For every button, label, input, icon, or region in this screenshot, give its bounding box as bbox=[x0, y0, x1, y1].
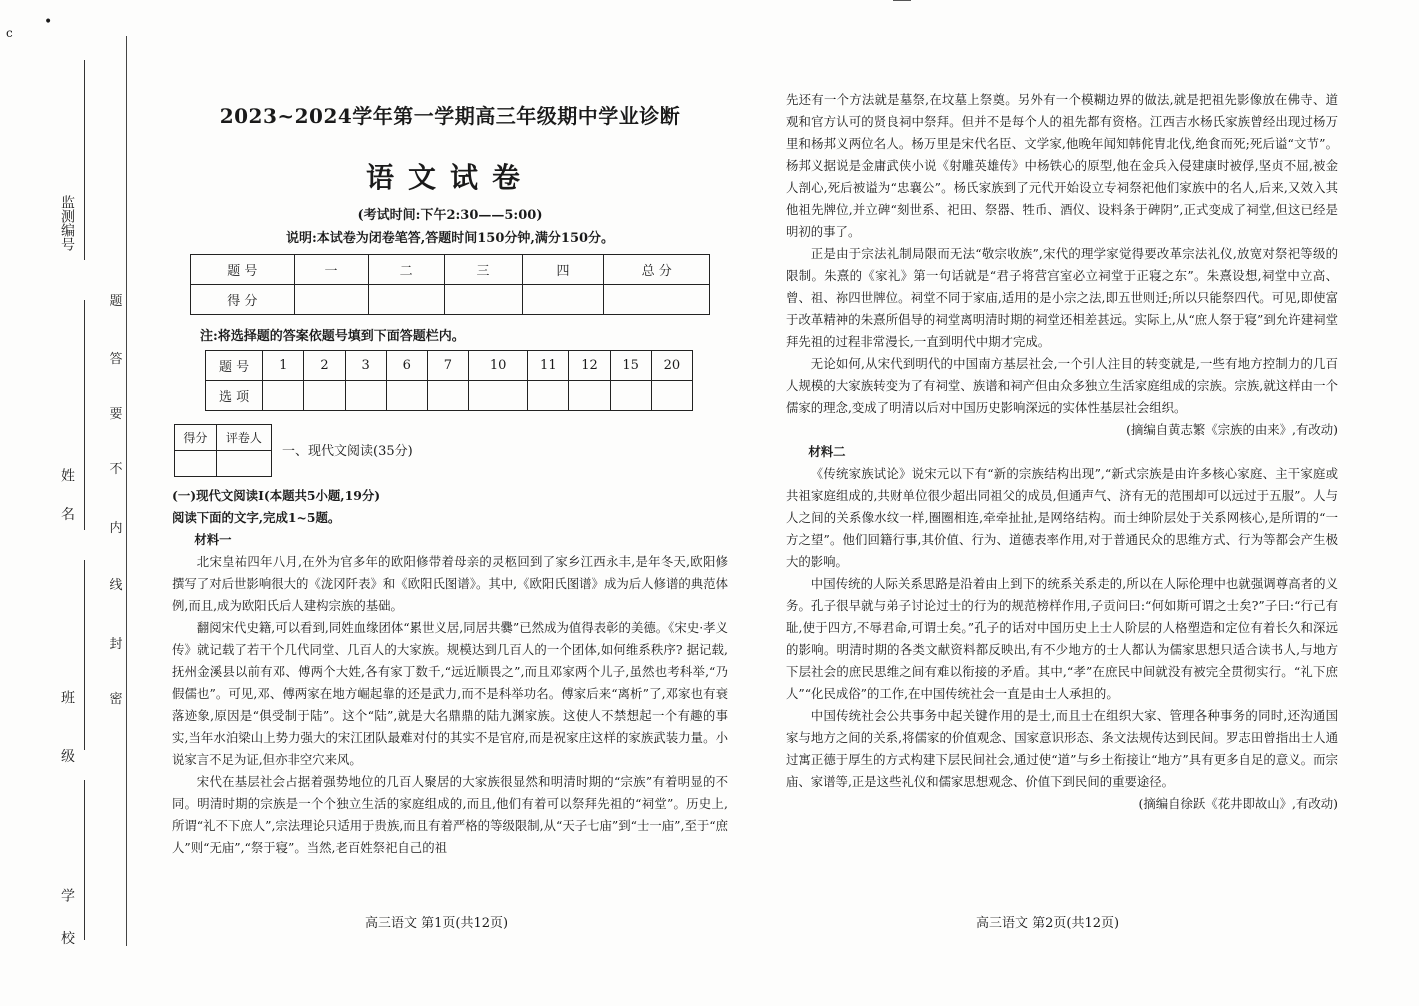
answer-header-cell: 12 bbox=[569, 351, 610, 381]
left-column-text bbox=[172, 485, 728, 859]
school-line bbox=[84, 780, 85, 940]
class-label: 班 级 bbox=[59, 690, 75, 783]
answer-header-cell: 7 bbox=[427, 351, 468, 381]
paragraph: 宋代在基层社会占据着强势地位的几百人聚居的大家族很显然和明清时期的“宗族”有着明显的不同。明清时期的宗族是一个个独立生活的家庭组成的,而且,他们有着可以祭拜先祖的“祠堂”。历史上,所谓“礼不下庶人”,宗法理论只适用于贵族,而且有着严格的等级限制,从“天子七庙”到“士一庙”,至于“庶人”则“无庙”,“祭于寝”。当然,老百姓祭祀自己的祖 bbox=[172, 774, 728, 855]
grader-table bbox=[174, 424, 272, 477]
answer-header-cell: 20 bbox=[651, 351, 692, 381]
score-cell[interactable] bbox=[368, 285, 444, 315]
answer-table bbox=[205, 350, 693, 411]
score-header-cell: 三 bbox=[444, 255, 522, 285]
answer-cell[interactable] bbox=[386, 381, 427, 411]
paragraph: 中国传统社会公共事务中起关键作用的是士,而且士在组织大家、管理各种事务的同时,还沟通国家与地方之间的关系,将儒家的价值观念、国家意识形态、条文法规传达到民间。罗志田曾指出士人通过寓正德于厚生的方式构建下层民间社会,通过使“道”与乡土衔接让“地方”具有更多自足的意义。而宗庙、家谱等,正是这些礼仪和儒家思想观念、价值下到民间的重要途径。 bbox=[786, 708, 1338, 789]
name-label: 姓 名 bbox=[59, 468, 75, 531]
material-heading: 材料二 bbox=[808, 444, 846, 459]
exam-note: 说明:本试卷为闭卷笔答,答题时间150分钟,满分150分。 bbox=[285, 231, 615, 246]
paragraph: 《传统家族试论》说宋元以下有“新的宗族结构出现”,“新式宗族是由许多核心家庭、主干家庭或共祖家庭组成的,共财单位很少超出同祖父的成员,但通声气、济有无的范围却可以远过于五服”。人与人之间的关系像水纹一样,圈圈相连,牵牵扯扯,是网络结构。而士绅阶层处于关系网核心,是所谓的“一方之望”。他们回籍行事,其价值、行为、道德表率作用,对于普通民众的思维方式、行为等都会产生极大的影响。 bbox=[786, 466, 1338, 569]
score-header-cell: 四 bbox=[522, 255, 604, 285]
paragraph: 中国传统的人际关系思路是沿着由上到下的统系关系走的,所以在人际伦理中也就强调尊高者的义务。孔子很早就与弟子讨论过士的行为的规范榜样作用,子贡问曰:“何如斯可谓之士矣?”子曰:“行己有耻,使于四方,不辱君命,可谓士矣。”孔子的话对中国历史上士人阶层的人格塑造和定位有着长久和深远的影响。明清时期的各类文献资料都反映出,有不少地方的士人都认为儒家思想只适合读书人,与地方下层社会的庶民思维之间有难以衔接的矛盾。其中,“孝”在庶民中间就没有被完全贯彻实行。“礼下庶人”“化民成俗”的工作,在中国传统社会一直是由士人承担的。 bbox=[786, 576, 1338, 701]
answer-header-cell: 1 bbox=[263, 351, 304, 381]
paragraph: 无论如何,从宋代到明代的中国南方基层社会,一个引人注目的转变就是,一些有地方控制力的几百人规模的大家族转变为了有祠堂、族谱和祠产但由众多独立生活家庭组成的宗族。宗族,就这样由一个儒家的理念,变成了明清以后对中国历史影响深远的实体性基层社会组织。 bbox=[786, 356, 1338, 415]
seal-char: 题 bbox=[109, 294, 123, 309]
score-row-label: 得 分 bbox=[191, 285, 295, 315]
paragraph: 翻阅宋代史籍,可以看到,同姓血缘团体“累世义居,同居共爨”已然成为值得表彰的美德。《宋史·孝义传》就记载了若干个几代同堂、几百人的大家族。规模达到几百人的一个团体,如何维系秩序? 据记载,抚州金溪县以前有邓、傅两个大姓,各有家丁数千,“远近顺畏之”,而且邓家两个儿子,虽然也考科举,“乃假儒也”。可见,邓、傅两家在地方崛起靠的还是武力,而不是科举功名。傅家后来“离析”了,邓家也有衰落迹象,原因是“俱受制于陆”。这个“陆”,就是大名鼎鼎的陆九渊家族。这使人不禁想起一个有趣的事实,当年水泊梁山上势力强大的宋江团队最难对付的其实不是官府,而是祝家庄这样的家族武装力量。小说家言不足为证,但亦非空穴来风。 bbox=[172, 620, 728, 767]
score-table bbox=[190, 254, 710, 315]
footer-left: 高三语文 第1页(共12页) bbox=[365, 916, 509, 931]
grader-name-label: 评卷人 bbox=[216, 425, 271, 451]
answer-note: 注:将选择题的答案依题号填到下面答题栏内。 bbox=[200, 329, 465, 344]
seal-char: 内 bbox=[109, 521, 123, 536]
answer-header-cell: 3 bbox=[345, 351, 386, 381]
school-label: 学 校 bbox=[59, 888, 75, 957]
dot-mark: • bbox=[44, 14, 53, 30]
seal-char: 密 bbox=[109, 692, 123, 707]
answer-header-cell: 11 bbox=[528, 351, 569, 381]
answer-cell[interactable] bbox=[528, 381, 569, 411]
score-header-cell: 二 bbox=[368, 255, 444, 285]
answer-cell[interactable] bbox=[610, 381, 651, 411]
seal-char: 答 bbox=[109, 352, 123, 367]
exam-time: (考试时间:下午2:30——5:00) bbox=[357, 208, 543, 223]
footer-right: 高三语文 第2页(共12页) bbox=[976, 916, 1120, 931]
grader-score-cell[interactable] bbox=[175, 451, 217, 477]
answer-row-label: 选 项 bbox=[206, 381, 263, 411]
class-line bbox=[84, 560, 85, 750]
score-header-cell: 题 号 bbox=[191, 255, 295, 285]
grader-score-label: 得分 bbox=[175, 425, 217, 451]
corner-mark: c bbox=[6, 26, 13, 40]
paragraph: 北宋皇祐四年八月,在外为官多年的欧阳修带着母亲的灵柩回到了家乡江西永丰,是年冬天,欧阳修撰写了对后世影响很大的《泷冈阡表》和《欧阳氏图谱》。其中,《欧阳氏图谱》成为后人修谱的典范体例,而且,成为欧阳氏后人建构宗族的基础。 bbox=[172, 554, 728, 613]
score-cell[interactable] bbox=[522, 285, 604, 315]
answer-header-cell: 15 bbox=[610, 351, 651, 381]
paragraph: 正是由于宗法礼制局限而无法“敬宗收族”,宋代的理学家觉得要改革宗法礼仪,放宽对祭祀等级的限制。朱熹的《家礼》第一句话就是“君子将营宫室必立祠堂于正寝之东”。朱熹设想,祠堂中立高、曾、祖、祢四世牌位。祠堂不同于家庙,适用的是小宗之法,即五世则迁;所以只能祭四代。可见,即使富于改革精神的朱熹所倡导的祠堂离明清时期的祠堂还相差甚远。实际上,从“庶人祭于寝”到允许建祠堂拜先祖的过程非常漫长,一直到明代中期才完成。 bbox=[786, 246, 1338, 349]
answer-cell[interactable] bbox=[304, 381, 345, 411]
seal-char: 封 bbox=[109, 637, 123, 652]
seal-char: 线 bbox=[109, 578, 123, 593]
answer-cell[interactable] bbox=[569, 381, 610, 411]
answer-header-cell: 10 bbox=[469, 351, 528, 381]
grader-name-cell[interactable] bbox=[216, 451, 271, 477]
subsection-heading: (一)现代文阅读Ⅰ(本题共5小题,19分) bbox=[172, 488, 381, 503]
answer-cell[interactable] bbox=[651, 381, 692, 411]
right-column-text bbox=[786, 89, 1338, 815]
answer-header-cell: 题 号 bbox=[206, 351, 263, 381]
answer-cell[interactable] bbox=[427, 381, 468, 411]
binding-line bbox=[126, 36, 127, 946]
score-cell[interactable] bbox=[604, 285, 710, 315]
score-cell[interactable] bbox=[294, 285, 368, 315]
score-header-cell: 一 bbox=[294, 255, 368, 285]
paragraph: 先还有一个方法就是墓祭,在坟墓上祭奠。另外有一个模糊边界的做法,就是把祖先影像放在佛寺、道观和官方认可的贤良祠中祭拜。但并不是每个人的祖先都有资格。江西吉水杨氏家族曾经出现过杨万里和杨邦义两位名人。杨万里是宋代名臣、文学家,他晚年闻知韩侂胄北伐,绝食而死;死后谥“文节”。杨邦义据说是金庸武侠小说《射雕英雄传》中杨铁心的原型,他在金兵入侵建康时被俘,坚贞不屈,被金人剖心,死后被谥为“忠襄公”。杨氏家族到了元代开始设立专祠祭祀他们家族中的名人,后来,又效入其他祖先牌位,并立碑“刻世系、祀田、祭器、牲币、酒仪、设料条于碑阴”,正式变成了祠堂,但这已经是明初的事了。 bbox=[786, 92, 1338, 239]
source-citation: (摘编自黄志繁《宗族的由来》,有改动) bbox=[1126, 422, 1338, 437]
source-citation: (摘编自徐跃《花井即故山》,有改动) bbox=[1138, 796, 1338, 811]
seal-char: 不 bbox=[109, 462, 123, 477]
section-heading: 一、现代文阅读(35分) bbox=[282, 444, 413, 459]
answer-cell[interactable] bbox=[345, 381, 386, 411]
answer-cell[interactable] bbox=[263, 381, 304, 411]
exam-title: 2023~2024学年第一学期高三年级期中学业诊断 bbox=[219, 104, 681, 128]
score-cell[interactable] bbox=[444, 285, 522, 315]
exam-subject: 语文试卷 bbox=[365, 161, 534, 194]
monitor-no-label: 监测编号 bbox=[59, 195, 75, 251]
top-dash bbox=[893, 0, 911, 1]
seal-char: 要 bbox=[109, 407, 123, 422]
answer-cell[interactable] bbox=[469, 381, 528, 411]
score-header-cell: 总 分 bbox=[604, 255, 710, 285]
answer-header-cell: 2 bbox=[304, 351, 345, 381]
answer-header-cell: 6 bbox=[386, 351, 427, 381]
monitor-no-line bbox=[84, 60, 85, 260]
material-heading: 材料一 bbox=[194, 532, 232, 547]
name-line bbox=[84, 300, 85, 530]
reading-instruction: 阅读下面的文字,完成1~5题。 bbox=[172, 510, 341, 525]
